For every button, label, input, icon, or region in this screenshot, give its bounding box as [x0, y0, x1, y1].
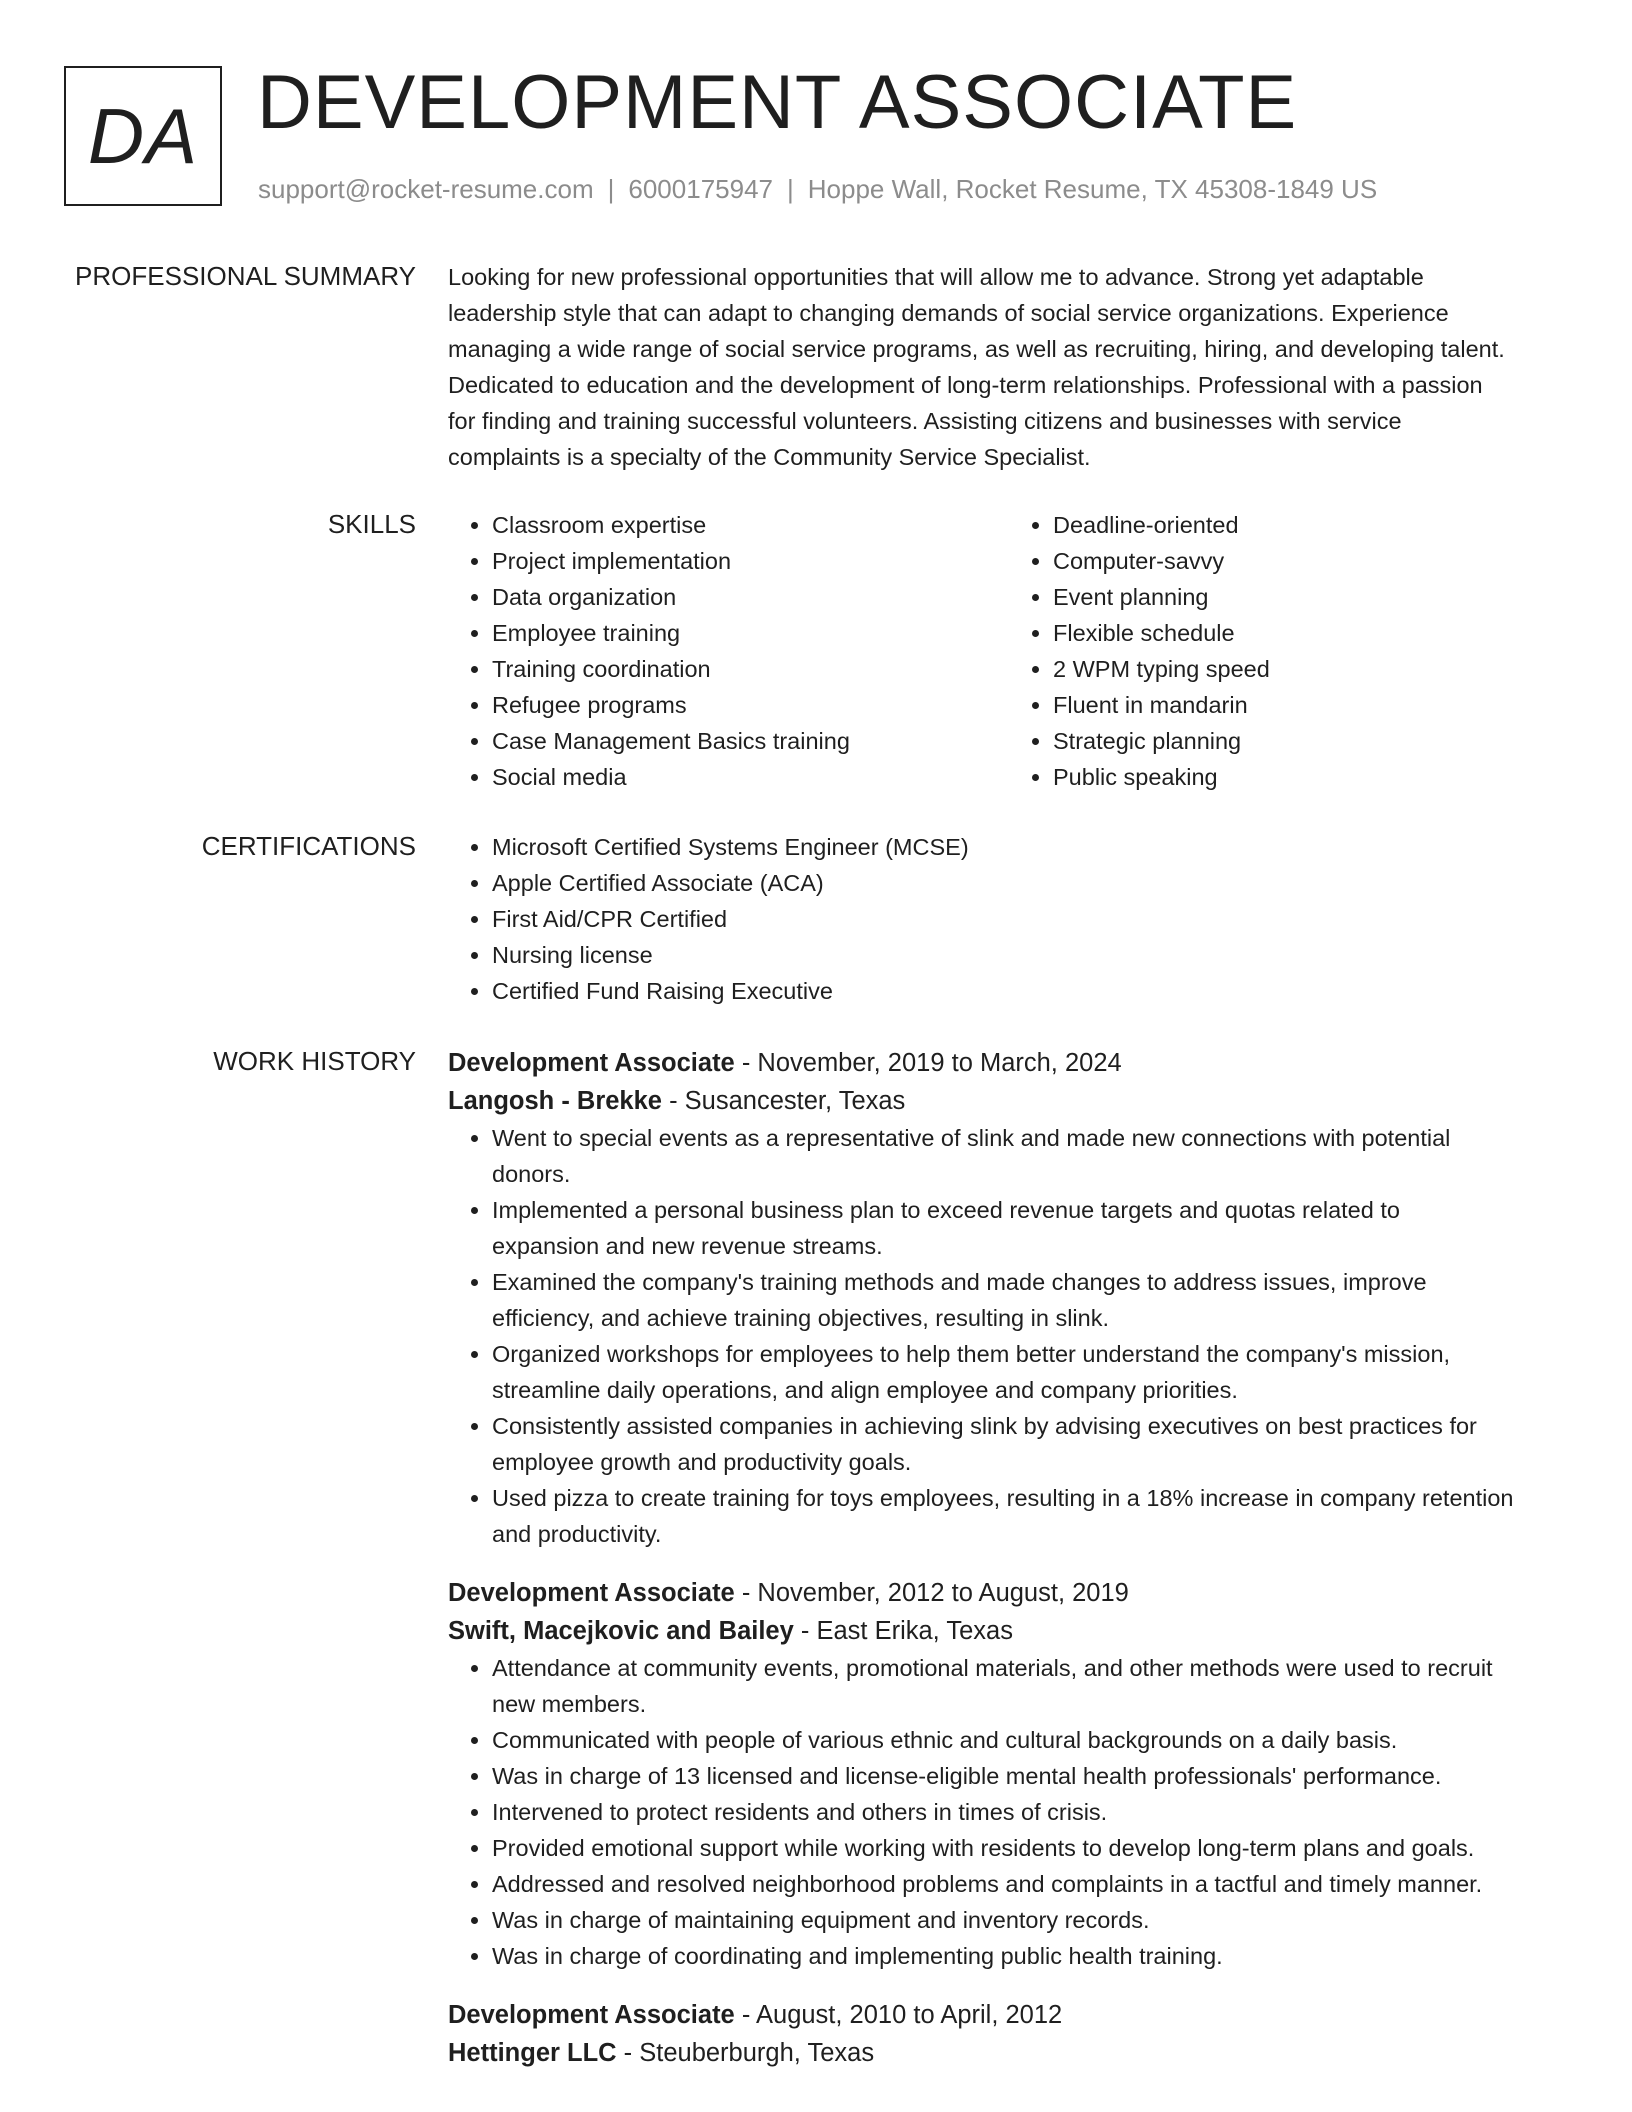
skill-item: • Flexible schedule	[1053, 615, 1570, 651]
company-name: Hettinger LLC	[448, 2039, 617, 2067]
summary-line: managing a wide range of social service programs, as well as recruiting, hiring, and developing talent.	[448, 336, 1505, 362]
job-title: Development Associate	[448, 1579, 735, 1607]
address: Hoppe Wall, Rocket Resume, TX 45308-1849 US	[807, 174, 1378, 204]
skill-item: • Case Management Basics training	[492, 723, 1009, 759]
job-location: - Susancester, Texas	[661, 1087, 906, 1115]
job-bullet: • Consistently assisted companies in achieving slink by advising executives on best practices for employee growth and productivity goals.	[492, 1408, 1570, 1480]
skill-item: • Computer-savvy	[1053, 543, 1570, 579]
job-bullet: • Went to special events as a representative of slink and made new connections with potential donors.	[492, 1120, 1570, 1192]
job-bullets	[448, 1120, 1570, 1552]
skill-item: • Deadline-oriented	[1053, 507, 1570, 543]
skill-item: • Classroom expertise	[492, 507, 1009, 543]
certification-item: • Nursing license	[492, 937, 1570, 973]
section-title: SKILLS	[327, 509, 416, 539]
company-name: Swift, Macejkovic and Bailey	[448, 1617, 794, 1645]
job-company-line	[448, 1612, 1570, 1650]
job-title: Development Associate	[448, 1049, 735, 1077]
skill-item: • Training coordination	[492, 651, 1009, 687]
summary-line: complaints is a specialty of the Community Service Specialist.	[448, 444, 1091, 470]
job-location: - East Erika, Texas	[793, 1617, 1013, 1645]
job-bullet: • Was in charge of coordinating and implementing public health training.	[492, 1938, 1570, 1974]
skills-list	[448, 507, 1570, 795]
email-link[interactable]: support@rocket-resume.com	[258, 174, 594, 204]
job-role-line	[448, 1996, 1570, 2034]
skill-item: • Social media	[492, 759, 1009, 795]
certification-item: • Apple Certified Associate (ACA)	[492, 865, 1570, 901]
skill-item: • Project implementation	[492, 543, 1009, 579]
section-title: PROFESSIONAL SUMMARY	[75, 261, 416, 291]
certification-item: • Microsoft Certified Systems Engineer (MCSE)	[492, 829, 1570, 865]
job-bullet: • Used pizza to create training for toys employees, resulting in a 18% increase in company retention and productivity.	[492, 1480, 1570, 1552]
job-title: Development Associate	[448, 2001, 735, 2029]
certifications-list	[448, 829, 1570, 1009]
job-role-line	[448, 1044, 1570, 1082]
job-dates: - November, 2019 to March, 2024	[734, 1049, 1122, 1077]
skill-item: • Strategic planning	[1053, 723, 1570, 759]
monogram-logo: DA	[64, 66, 222, 206]
job-entry	[448, 1574, 1570, 1974]
skills-column-right	[1009, 507, 1570, 795]
job-bullet: • Attendance at community events, promotional materials, and other methods were used to recruit new members.	[492, 1650, 1570, 1722]
summary-line: Looking for new professional opportunities that will allow me to advance. Strong yet adaptable	[448, 264, 1424, 290]
skill-item: • Public speaking	[1053, 759, 1570, 795]
skill-item: • Refugee programs	[492, 687, 1009, 723]
job-bullets	[448, 1650, 1570, 1974]
phone-number[interactable]: 6000175947	[628, 174, 773, 204]
job-company-line	[448, 2034, 1570, 2072]
certification-item: • Certified Fund Raising Executive	[492, 973, 1570, 1009]
job-location: - Steuberburgh, Texas	[616, 2039, 875, 2067]
job-bullet: • Provided emotional support while working with residents to develop long-term plans and goals.	[492, 1830, 1570, 1866]
job-bullet: • Was in charge of maintaining equipment and inventory records.	[492, 1902, 1570, 1938]
summary-line: leadership style that can adapt to changing demands of social service organizations. Experience	[448, 300, 1449, 326]
certification-item: • First Aid/CPR Certified	[492, 901, 1570, 937]
skill-item: • Fluent in mandarin	[1053, 687, 1570, 723]
contact-line	[258, 174, 1377, 205]
job-bullet: • Intervened to protect residents and others in times of crisis.	[492, 1794, 1570, 1830]
skills-column-left	[448, 507, 1009, 795]
job-dates: - November, 2012 to August, 2019	[734, 1579, 1129, 1607]
candidate-name: DEVELOPMENT ASSOCIATE	[257, 60, 1298, 145]
job-dates: - August, 2010 to April, 2012	[734, 2001, 1063, 2029]
company-name: Langosh - Brekke	[448, 1087, 662, 1115]
summary-line: for finding and training successful volunteers. Assisting citizens and businesses with service	[448, 408, 1402, 434]
section-title: CERTIFICATIONS	[201, 831, 416, 861]
job-bullet: • Implemented a personal business plan to exceed revenue targets and quotas related to expansion and new revenue streams.	[492, 1192, 1570, 1264]
job-bullet: • Examined the company's training methods and made changes to address issues, improve efficiency, and achieve training objectives, resulting in slink.	[492, 1264, 1570, 1336]
job-bullet: • Addressed and resolved neighborhood problems and complaints in a tactful and timely manner.	[492, 1866, 1570, 1902]
skill-item: • 2 WPM typing speed	[1053, 651, 1570, 687]
work-history-list	[448, 1044, 1570, 2072]
job-bullet: • Communicated with people of various ethnic and cultural backgrounds on a daily basis.	[492, 1722, 1570, 1758]
job-entry	[448, 1996, 1570, 2072]
contact-separator: |	[787, 174, 794, 204]
job-entry	[448, 1044, 1570, 1552]
job-company-line	[448, 1082, 1570, 1120]
job-bullet: • Was in charge of 13 licensed and license-eligible mental health professionals' performance.	[492, 1758, 1570, 1794]
contact-separator: |	[607, 174, 615, 204]
skill-item: • Data organization	[492, 579, 1009, 615]
job-bullet: • Organized workshops for employees to help them better understand the company's mission, streamline daily operations, and align employee and company priorities.	[492, 1336, 1570, 1408]
summary-text	[448, 259, 1570, 475]
job-role-line	[448, 1574, 1570, 1612]
summary-line: Dedicated to education and the development of long-term relationships. Professional with a passion	[448, 372, 1483, 398]
skill-item: • Event planning	[1053, 579, 1570, 615]
section-title: WORK HISTORY	[213, 1046, 416, 1076]
skill-item: • Employee training	[492, 615, 1009, 651]
